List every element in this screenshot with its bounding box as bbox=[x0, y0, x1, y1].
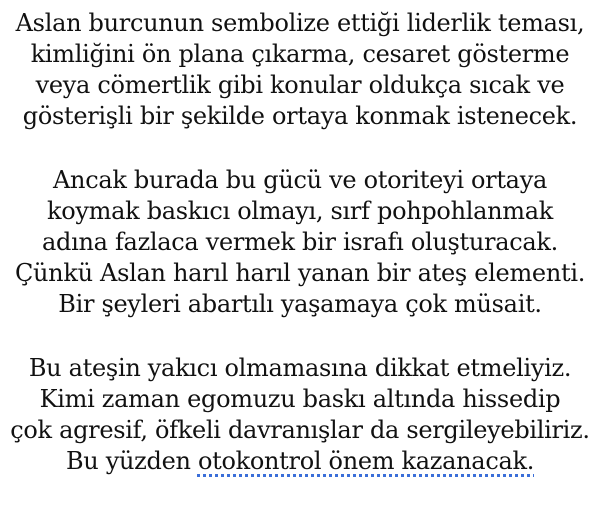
text-line: Aslan burcunun sembolize ettiği liderlik teması, bbox=[15, 9, 585, 37]
text-line: Bir şeyleri abartılı yaşamaya çok müsait. bbox=[58, 290, 542, 318]
text-line: koymak baskıcı olmayı, sırf pohpohlanmak bbox=[47, 197, 553, 225]
text-line: Çünkü Aslan harıl harıl yanan bir ateş elementi. bbox=[14, 259, 586, 287]
text-line: Ancak burada bu gücü ve otoriteyi ortaya bbox=[53, 166, 547, 194]
text-line: çok agresif, öfkeli davranışlar da sergileyebiliriz. bbox=[10, 416, 590, 444]
text-line: kimliğini ön plana çıkarma, cesaret gösterme bbox=[30, 40, 570, 68]
text-line: veya cömertlik gibi konular oldukça sıcak ve bbox=[35, 71, 565, 99]
text-line: adına fazlaca vermek bir israfı oluşturacak. bbox=[42, 228, 558, 256]
paragraph-1 bbox=[0, 8, 600, 132]
paragraph-2 bbox=[0, 165, 600, 320]
text-line-last bbox=[0, 446, 600, 477]
paragraph-3 bbox=[0, 353, 600, 477]
text-line: gösterişli bir şekilde ortaya konmak istenecek. bbox=[22, 102, 578, 130]
last-line-prefix: Bu yüzden bbox=[65, 447, 198, 475]
underlined-phrase[interactable]: otokontrol önem kazanacak. bbox=[197, 447, 535, 475]
text-line: Kimi zaman egomuzu baskı altında hissedip bbox=[39, 385, 561, 413]
text-line: Bu ateşin yakıcı olmamasına dikkat etmeliyiz. bbox=[28, 354, 572, 382]
